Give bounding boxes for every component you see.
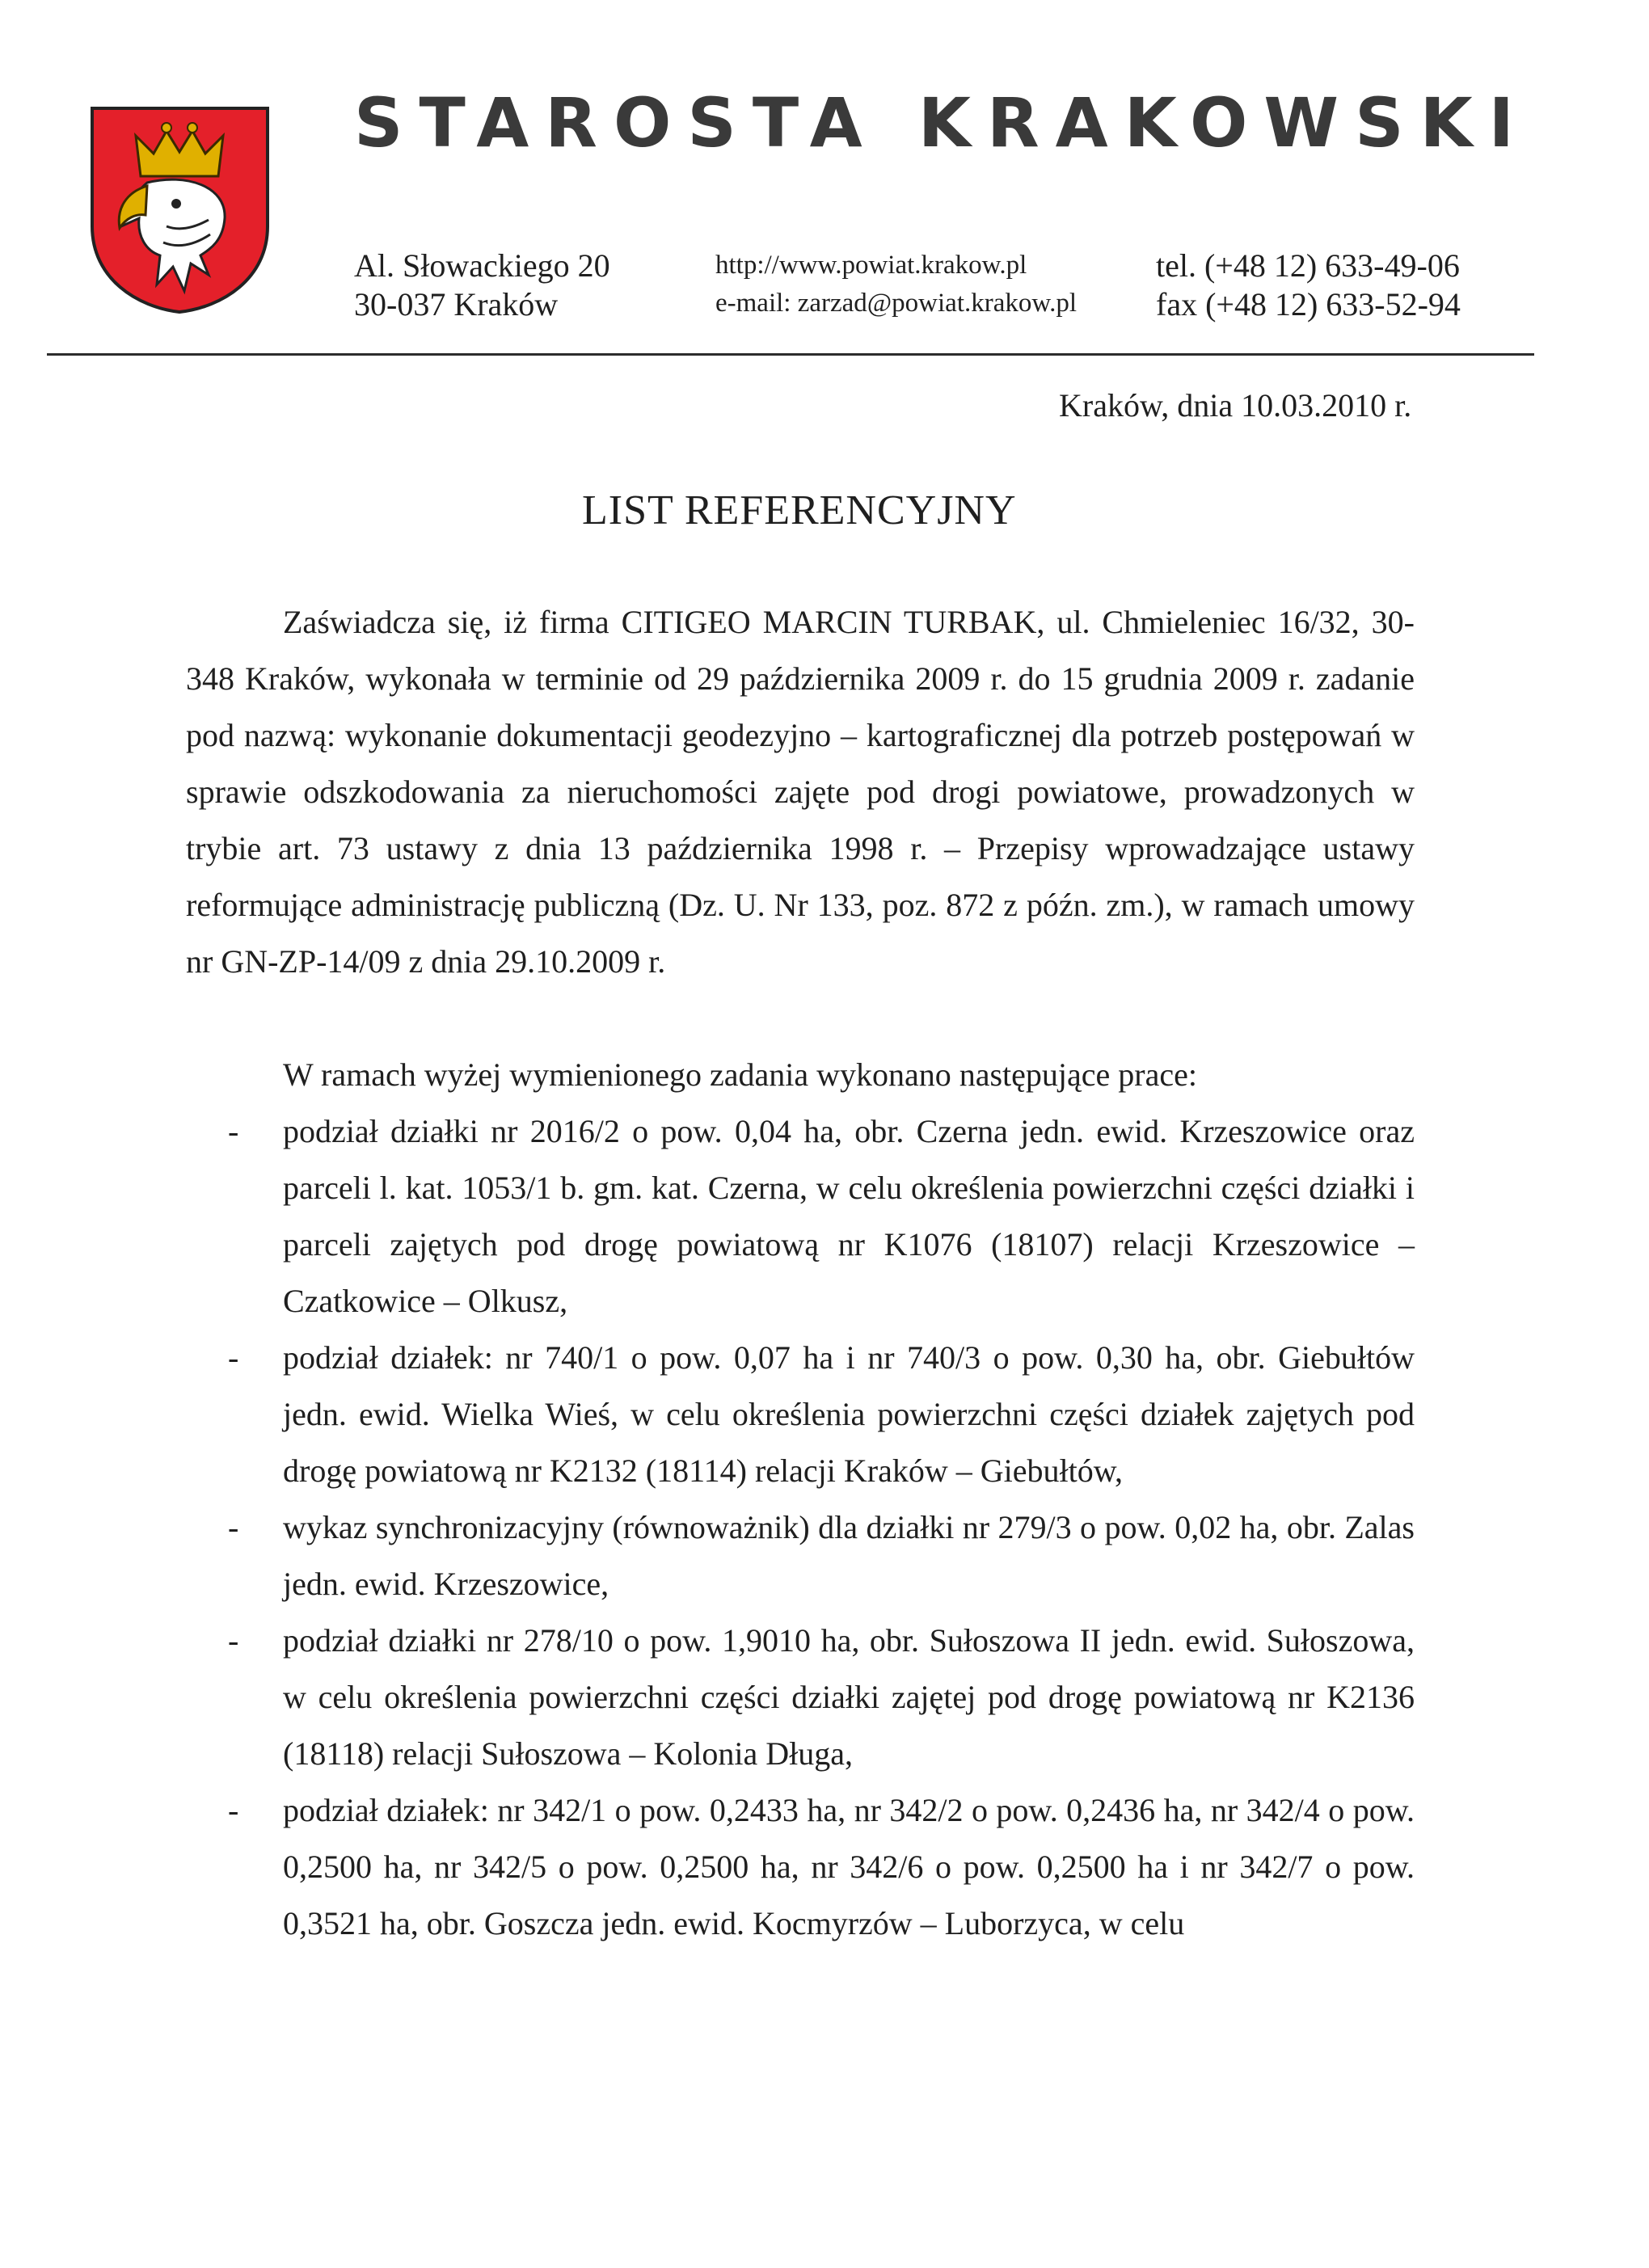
list-bullet: - (228, 1622, 239, 1659)
address-street: Al. Słowackiego 20 (354, 247, 610, 284)
letter-body (186, 594, 1415, 1952)
list-item (186, 1330, 1415, 1499)
letter-date: Kraków, dnia 10.03.2010 r. (1059, 387, 1412, 424)
list-bullet: - (228, 1792, 239, 1828)
address-city: 30-037 Kraków (354, 286, 559, 322)
list-item (186, 1782, 1415, 1952)
organization-title: STAROSTA KRAKOWSKI (354, 83, 1530, 162)
list-bullet: - (228, 1113, 239, 1149)
web-contact-block (715, 247, 1077, 322)
document-title: LIST REFERENCYJNY (582, 487, 1017, 533)
phone-block (1156, 247, 1461, 324)
website-link[interactable]: http://www.powiat.krakow.pl (715, 251, 1027, 280)
list-item-text: podział działek: nr 740/1 o pow. 0,07 ha i nr 740/3 o pow. 0,30 ha, obr. Giebułtów jedn. ewid. Wielka Wieś, w celu określenia powierzchni części działek zajętych pod drogę powiatową nr K2132 (18114) relacji Kraków – Giebułtów, (283, 1339, 1415, 1489)
list-bullet: - (228, 1509, 239, 1545)
header-divider (47, 353, 1534, 356)
list-item-text: podział działki nr 2016/2 o pow. 0,04 ha, obr. Czerna jedn. ewid. Krzeszowice oraz parceli l. kat. 1053/1 b. gm. kat. Czerna, w celu określenia powierzchni części działki i parceli zajętych pod drogę powiatową nr K1076 (18107) relacji Krzeszowice – Czatkowice – Olkusz, (283, 1113, 1415, 1319)
phone-number: tel. (+48 12) 633-49-06 (1156, 247, 1460, 284)
list-item-text: wykaz synchronizacyjny (równoważnik) dla działki nr 279/3 o pow. 0,02 ha, obr. Zalas jedn. ewid. Krzeszowice, (283, 1509, 1415, 1602)
works-intro: W ramach wyżej wymienionego zadania wykonano następujące prace: (283, 1056, 1197, 1093)
works-list (186, 1103, 1415, 1952)
list-item (186, 1103, 1415, 1330)
email-link[interactable]: e-mail: zarzad@powiat.krakow.pl (715, 288, 1077, 318)
main-paragraph: Zaświadcza się, iż firma CITIGEO MARCIN TURBAK, ul. Chmieleniec 16/32, 30-348 Kraków, wykonała w terminie od 29 października 2009 r. do 15 grudnia 2009 r. zadanie pod nazwą: wykonanie dokumentacji geodezyjno – kartograficznej dla potrzeb postępowań w sprawie odszkodowania za nieruchomości zajęte pod drogi powiatowe, prowadzonych w trybie art. 73 ustawy z dnia 13 października 1998 r. – Przepisy wprowadzające ustawy reformujące administrację publiczną (Dz. U. Nr 133, poz. 872 z późn. zm.), w ramach umowy nr GN-ZP-14/09 z dnia 29.10.2009 r. (186, 604, 1415, 980)
list-item-text: podział działek: nr 342/1 o pow. 0,2433 ha, nr 342/2 o pow. 0,2436 ha, nr 342/4 o pow. 0,2500 ha, nr 342/5 o pow. 0,2500 ha, nr 342/6 o pow. 0,2500 ha i nr 342/7 o pow. 0,3521 ha, obr. Goszcza jedn. ewid. Kocmyrzów – Luborzyca, w celu (283, 1792, 1415, 1941)
address-block (354, 247, 610, 324)
fax-number: fax (+48 12) 633-52-94 (1156, 286, 1461, 322)
list-item (186, 1612, 1415, 1782)
list-bullet: - (228, 1339, 239, 1376)
list-item-text: podział działki nr 278/10 o pow. 1,9010 ha, obr. Sułoszowa II jedn. ewid. Sułoszowa, w celu określenia powierzchni części działki zajętej pod drogę powiatową nr K2136 (18118) relacji Sułoszowa – Kolonia Długa, (283, 1622, 1415, 1772)
list-item (186, 1499, 1415, 1612)
eagle-coat-of-arms-icon (89, 105, 271, 315)
